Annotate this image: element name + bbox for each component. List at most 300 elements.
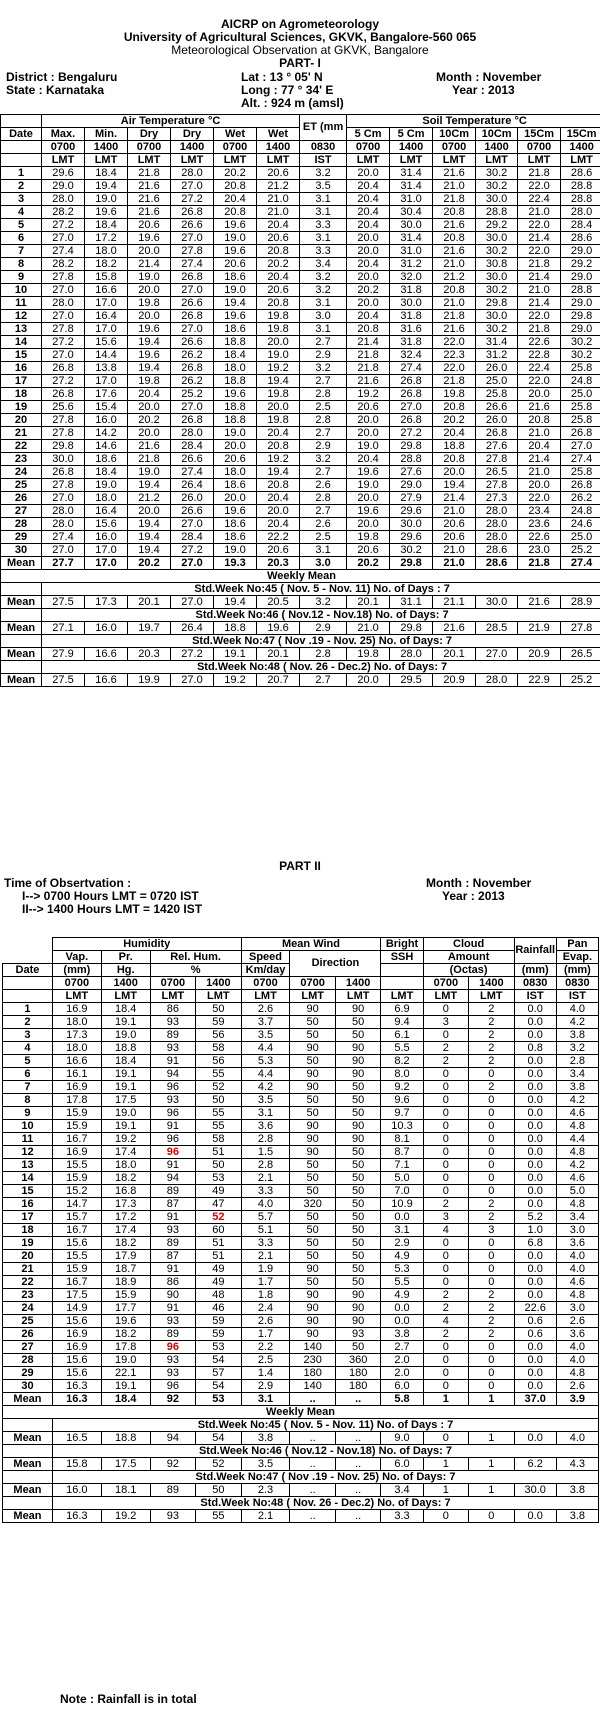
- data-cell: 3.8: [556, 1081, 598, 1094]
- week-mean-row: [3, 1432, 599, 1445]
- column-header: Dry: [171, 128, 214, 141]
- week-mean-cell: 18.1: [101, 1484, 150, 1497]
- week-mean-cell: 0.0: [514, 1510, 556, 1523]
- data-cell: 3.2: [300, 167, 347, 180]
- data-cell: 3.3: [300, 245, 347, 258]
- unit-header: IST: [300, 154, 347, 167]
- week-mean-cell: 2.7: [300, 674, 347, 687]
- data-cell: 21.6: [433, 167, 476, 180]
- week-mean-cell: Mean: [3, 1432, 53, 1445]
- data-cell: 30.4: [390, 206, 433, 219]
- data-cell: 22.0: [518, 219, 561, 232]
- data-cell: 21.6: [433, 219, 476, 232]
- data-cell: 19.6: [85, 206, 128, 219]
- mean-cell: 21.8: [518, 557, 561, 570]
- week-title-spacer: [1, 661, 42, 674]
- data-cell: 2.2: [241, 1341, 290, 1354]
- data-cell: 0: [469, 1068, 515, 1081]
- mean-cell: 19.3: [214, 557, 257, 570]
- week-mean-cell: 2.3: [241, 1484, 290, 1497]
- week-title-spacer: [3, 1497, 53, 1510]
- data-cell: 3.3: [241, 1237, 290, 1250]
- data-cell: 3.1: [300, 323, 347, 336]
- data-cell: 19.0: [101, 1107, 150, 1120]
- time-header: 1400: [85, 141, 128, 154]
- data-cell: 47: [196, 1198, 242, 1211]
- data-cell: 27.0: [42, 284, 85, 297]
- data-cell: 91: [150, 1302, 196, 1315]
- data-cell: 19.2: [101, 1133, 150, 1146]
- data-cell: 20.0: [128, 505, 171, 518]
- unit-header: LMT: [433, 154, 476, 167]
- date-spacer: [3, 951, 53, 964]
- data-cell: 25.8: [561, 362, 600, 375]
- data-cell: 0: [469, 1250, 515, 1263]
- data-cell: 2.6: [556, 1380, 598, 1393]
- table-row: [1, 271, 600, 284]
- data-cell: 0: [469, 1380, 515, 1393]
- data-cell: 0.0: [514, 1094, 556, 1107]
- data-cell: 18.6: [214, 518, 257, 531]
- humidity-header: Humidity: [52, 938, 241, 951]
- table-row: [3, 1016, 599, 1029]
- data-cell: 31.4: [390, 180, 433, 193]
- data-cell: 20.6: [257, 232, 300, 245]
- data-cell: 25.8: [561, 401, 600, 414]
- data-cell: 58: [196, 1133, 242, 1146]
- data-cell: 26.8: [561, 427, 600, 440]
- data-cell: 3.4: [556, 1211, 598, 1224]
- table-row: [1, 323, 600, 336]
- date-cell: 1: [1, 167, 42, 180]
- data-cell: 27.0: [171, 323, 214, 336]
- data-cell: 28.8: [561, 193, 600, 206]
- data-cell: 3.1: [381, 1224, 423, 1237]
- week-mean-cell: 0: [423, 1432, 469, 1445]
- data-cell: 2.5: [241, 1354, 290, 1367]
- data-cell: 20.0: [128, 401, 171, 414]
- table-row: [1, 427, 600, 440]
- data-cell: 22.4: [518, 362, 561, 375]
- table-row: [3, 1328, 599, 1341]
- data-cell: 51: [196, 1250, 242, 1263]
- data-cell: 3.2: [300, 453, 347, 466]
- time-header: 0700: [518, 141, 561, 154]
- data-cell: 20.8: [433, 453, 476, 466]
- data-cell: 2.7: [300, 375, 347, 388]
- data-cell: 21.4: [518, 453, 561, 466]
- date-cell: 15: [1, 349, 42, 362]
- data-cell: 0.8: [514, 1042, 556, 1055]
- data-cell: 23.4: [518, 505, 561, 518]
- date-cell: 22: [1, 440, 42, 453]
- data-cell: 20.4: [347, 453, 390, 466]
- mean-cell: ..: [335, 1393, 381, 1406]
- data-cell: 20.0: [347, 427, 390, 440]
- data-cell: 18.4: [85, 219, 128, 232]
- week-mean-cell: 21.9: [518, 622, 561, 635]
- date-cell: 5: [3, 1055, 53, 1068]
- data-cell: 19.0: [214, 284, 257, 297]
- data-cell: 27.6: [476, 440, 518, 453]
- weekly-mean-title: Weekly Mean: [1, 570, 600, 583]
- data-cell: 22.0: [518, 375, 561, 388]
- data-cell: 2: [469, 1003, 515, 1016]
- week-mean-cell: 27.5: [42, 596, 85, 609]
- data-cell: 25.0: [561, 388, 600, 401]
- data-cell: 18.4: [85, 466, 128, 479]
- data-cell: 18.0: [52, 1042, 101, 1055]
- data-cell: 26.8: [390, 375, 433, 388]
- time-header: 0700: [433, 141, 476, 154]
- data-cell: 19.4: [128, 531, 171, 544]
- data-cell: 93: [150, 1016, 196, 1029]
- data-cell: 4.8: [556, 1120, 598, 1133]
- data-cell: 90: [290, 1068, 336, 1081]
- data-cell: 27.2: [171, 193, 214, 206]
- data-cell: 0.0: [514, 1146, 556, 1159]
- table-row: [1, 219, 600, 232]
- week-mean-cell: 2.9: [300, 622, 347, 635]
- data-cell: 20.8: [257, 297, 300, 310]
- data-cell: 22.2: [257, 531, 300, 544]
- table-row: [1, 349, 600, 362]
- part2-month: Month : November: [426, 876, 532, 890]
- data-cell: 15.8: [85, 271, 128, 284]
- data-cell: 4.0: [556, 1263, 598, 1276]
- date-cell: 22: [3, 1276, 53, 1289]
- data-cell: 3: [469, 1224, 515, 1237]
- data-cell: 2.8: [556, 1055, 598, 1068]
- data-cell: 21.6: [433, 323, 476, 336]
- data-cell: 50: [335, 1237, 381, 1250]
- mean-cell: Mean: [3, 1393, 53, 1406]
- data-cell: 26.8: [390, 388, 433, 401]
- data-cell: 20.0: [347, 492, 390, 505]
- week-mean-cell: 1: [469, 1484, 515, 1497]
- week-mean-cell: 16.5: [52, 1432, 101, 1445]
- data-cell: 50: [335, 1107, 381, 1120]
- data-cell: 1.7: [241, 1328, 290, 1341]
- data-cell: 27.0: [390, 401, 433, 414]
- week-mean-cell: Mean: [1, 596, 42, 609]
- data-cell: 0: [469, 1094, 515, 1107]
- week-mean-cell: 54: [196, 1432, 242, 1445]
- data-cell: 2: [423, 1289, 469, 1302]
- data-cell: 16.9: [52, 1341, 101, 1354]
- week-title-spacer: [3, 1445, 53, 1458]
- week-mean-cell: 4.3: [556, 1458, 598, 1471]
- data-cell: 18.8: [214, 336, 257, 349]
- column-header: Min.: [85, 128, 128, 141]
- data-cell: 21.0: [433, 258, 476, 271]
- data-cell: 50: [335, 1224, 381, 1237]
- week-mean-cell: ..: [290, 1432, 336, 1445]
- data-cell: 19.6: [347, 505, 390, 518]
- week-mean-cell: Mean: [1, 622, 42, 635]
- data-cell: 3.2: [300, 362, 347, 375]
- column-header: Wet: [214, 128, 257, 141]
- table-row: [1, 258, 600, 271]
- data-cell: 50: [196, 1003, 242, 1016]
- month: Month : November: [436, 70, 542, 84]
- date-cell: 29: [1, 531, 42, 544]
- data-cell: 2.5: [300, 401, 347, 414]
- data-cell: 30.2: [390, 544, 433, 557]
- data-cell: 20.4: [257, 492, 300, 505]
- data-cell: 3.6: [556, 1328, 598, 1341]
- data-cell: 27.4: [390, 362, 433, 375]
- data-cell: 5.7: [241, 1211, 290, 1224]
- data-cell: 31.8: [390, 310, 433, 323]
- date-cell: 19: [3, 1237, 53, 1250]
- data-cell: 15.5: [52, 1250, 101, 1263]
- times-spacer: [3, 977, 53, 990]
- unit-header: LMT: [423, 990, 469, 1003]
- data-cell: 0.0: [514, 1055, 556, 1068]
- data-cell: 15.9: [52, 1263, 101, 1276]
- week-mean-cell: 28.5: [476, 622, 518, 635]
- table-row: [3, 1042, 599, 1055]
- time-header: 1400: [196, 977, 242, 990]
- units-spacer: [1, 154, 42, 167]
- data-cell: 91: [150, 1159, 196, 1172]
- unit-header: LMT: [196, 990, 242, 1003]
- data-cell: 22.0: [518, 492, 561, 505]
- date-cell: 25: [3, 1315, 53, 1328]
- data-cell: 27.2: [171, 544, 214, 557]
- data-cell: 19.6: [214, 245, 257, 258]
- data-cell: 26.8: [561, 479, 600, 492]
- week-title: Std.Week No:47 ( Nov .19 - Nov. 25) No. of Days: 7: [52, 1471, 598, 1484]
- data-cell: 26.8: [42, 388, 85, 401]
- week-mean-cell: ..: [335, 1510, 381, 1523]
- unit-header: LMT: [347, 154, 390, 167]
- data-cell: 20.0: [347, 297, 390, 310]
- data-cell: 9.2: [381, 1081, 423, 1094]
- data-cell: 15.9: [101, 1289, 150, 1302]
- data-cell: 0.6: [514, 1315, 556, 1328]
- unit-header: LMT: [290, 990, 336, 1003]
- data-cell: 96: [150, 1107, 196, 1120]
- data-cell: 29.6: [390, 505, 433, 518]
- data-cell: 50: [290, 1159, 336, 1172]
- data-cell: 32.4: [390, 349, 433, 362]
- data-cell: 90: [290, 1263, 336, 1276]
- table-row: [3, 1237, 599, 1250]
- data-cell: 20.4: [257, 427, 300, 440]
- week-mean-cell: 3.5: [241, 1458, 290, 1471]
- date-cell: 2: [1, 180, 42, 193]
- data-cell: 26.2: [561, 492, 600, 505]
- week-mean-cell: 27.2: [171, 648, 214, 661]
- data-cell: 2: [469, 1328, 515, 1341]
- date-cell: 15: [3, 1185, 53, 1198]
- data-cell: 0.0: [514, 1263, 556, 1276]
- data-cell: 27.0: [42, 492, 85, 505]
- data-cell: 27.0: [42, 310, 85, 323]
- data-cell: 28.2: [42, 206, 85, 219]
- week-mean-cell: 16.6: [85, 674, 128, 687]
- data-cell: 28.8: [561, 284, 600, 297]
- week-mean-cell: 50: [196, 1484, 242, 1497]
- data-cell: 0: [469, 1146, 515, 1159]
- table-row: [1, 167, 600, 180]
- data-cell: 27.0: [42, 544, 85, 557]
- obs-time-ii: II--> 1400 Hours LMT = 1420 IST: [22, 902, 203, 916]
- speed-header: Speed: [241, 951, 290, 964]
- pct-unit: %: [150, 964, 241, 977]
- data-cell: 29.0: [561, 245, 600, 258]
- data-cell: 0: [469, 1354, 515, 1367]
- data-cell: 90: [290, 1081, 336, 1094]
- data-cell: 18.8: [214, 401, 257, 414]
- week-title: Std.Week No:46 ( Nov.12 - Nov.18) No. of Days: 7: [52, 1445, 598, 1458]
- table-row: [3, 1133, 599, 1146]
- week-mean-cell: 18.8: [101, 1432, 150, 1445]
- data-cell: 28.4: [561, 219, 600, 232]
- data-cell: 27.8: [42, 427, 85, 440]
- data-cell: 90: [290, 1133, 336, 1146]
- data-cell: 20.6: [257, 284, 300, 297]
- table-row: [1, 453, 600, 466]
- data-cell: 20.4: [257, 271, 300, 284]
- data-cell: 21.8: [433, 310, 476, 323]
- week-mean-cell: 2.8: [300, 648, 347, 661]
- data-cell: 21.6: [128, 193, 171, 206]
- data-cell: 0: [423, 1250, 469, 1263]
- data-cell: 55: [196, 1107, 242, 1120]
- data-cell: 21.8: [518, 258, 561, 271]
- data-cell: 21.2: [433, 271, 476, 284]
- data-cell: 93: [150, 1042, 196, 1055]
- week-mean-cell: 20.1: [433, 648, 476, 661]
- date-cell: 6: [1, 232, 42, 245]
- data-cell: 20.0: [128, 284, 171, 297]
- data-cell: 0.0: [514, 1276, 556, 1289]
- data-cell: 0.0: [514, 1016, 556, 1029]
- data-cell: 180: [290, 1367, 336, 1380]
- time-header: 1400: [171, 141, 214, 154]
- data-cell: 19.2: [257, 362, 300, 375]
- data-cell: 0: [423, 1081, 469, 1094]
- data-cell: 2.7: [300, 466, 347, 479]
- data-cell: 9.7: [381, 1107, 423, 1120]
- data-cell: 3: [423, 1016, 469, 1029]
- data-cell: 26.6: [171, 453, 214, 466]
- pr-header: Pr.: [101, 951, 150, 964]
- data-cell: 21.6: [128, 206, 171, 219]
- data-cell: 28.8: [390, 453, 433, 466]
- data-cell: 27.0: [171, 232, 214, 245]
- data-cell: 2: [469, 1016, 515, 1029]
- data-cell: 19.4: [128, 362, 171, 375]
- week-mean-cell: ..: [290, 1458, 336, 1471]
- data-cell: 18.2: [101, 1328, 150, 1341]
- data-cell: 2: [469, 1055, 515, 1068]
- data-cell: 0.6: [514, 1328, 556, 1341]
- data-cell: 0: [423, 1029, 469, 1042]
- part2-year: Year : 2013: [442, 889, 505, 903]
- data-cell: 54: [196, 1380, 242, 1393]
- vap-header: Vap.: [52, 951, 101, 964]
- mean-cell: 27.4: [561, 557, 600, 570]
- data-cell: 16.0: [85, 414, 128, 427]
- table-row: [1, 388, 600, 401]
- date-header: Date: [1, 128, 42, 141]
- data-cell: 19.4: [85, 180, 128, 193]
- data-cell: 50: [290, 1094, 336, 1107]
- data-cell: 0: [423, 1185, 469, 1198]
- week-mean-cell: 16.0: [85, 622, 128, 635]
- week-mean-cell: 20.5: [257, 596, 300, 609]
- data-cell: 89: [150, 1237, 196, 1250]
- unit-header: LMT: [85, 154, 128, 167]
- data-cell: 4.0: [556, 1250, 598, 1263]
- data-cell: 50: [335, 1081, 381, 1094]
- data-cell: 26.8: [171, 271, 214, 284]
- week-mean-cell: 3.8: [556, 1510, 598, 1523]
- data-cell: 90: [290, 1302, 336, 1315]
- data-cell: 19.8: [257, 414, 300, 427]
- data-cell: 0: [423, 1120, 469, 1133]
- date-cell: 25: [1, 479, 42, 492]
- data-cell: 29.0: [42, 180, 85, 193]
- data-cell: 19.1: [101, 1068, 150, 1081]
- data-cell: 16.9: [52, 1328, 101, 1341]
- column-header: 5 Cm: [347, 128, 390, 141]
- data-cell: 19.8: [128, 375, 171, 388]
- data-cell: 46: [196, 1302, 242, 1315]
- data-cell: 16.9: [52, 1081, 101, 1094]
- data-cell: 27.8: [42, 323, 85, 336]
- data-cell: 2.0: [381, 1367, 423, 1380]
- date-cell: 1: [3, 1003, 53, 1016]
- data-cell: 19.8: [347, 531, 390, 544]
- data-cell: 25.0: [476, 375, 518, 388]
- data-cell: 15.9: [52, 1107, 101, 1120]
- data-cell: 2.8: [300, 388, 347, 401]
- part2-title: PART II: [279, 859, 321, 873]
- data-cell: 89: [150, 1185, 196, 1198]
- week-mean-cell: 1: [423, 1458, 469, 1471]
- data-cell: 18.6: [214, 323, 257, 336]
- data-cell: 10.9: [381, 1198, 423, 1211]
- data-cell: 18.7: [101, 1263, 150, 1276]
- data-cell: 14.7: [52, 1198, 101, 1211]
- data-cell: 21.4: [518, 271, 561, 284]
- data-cell: 21.6: [347, 375, 390, 388]
- date-cell: 11: [3, 1133, 53, 1146]
- data-cell: 0: [423, 1068, 469, 1081]
- data-cell: 21.8: [347, 362, 390, 375]
- date-cell: 8: [3, 1094, 53, 1107]
- data-cell: 25.0: [561, 531, 600, 544]
- mean-cell: 29.8: [390, 557, 433, 570]
- data-cell: 2: [469, 1211, 515, 1224]
- data-cell: 0: [423, 1263, 469, 1276]
- table-row: [3, 1068, 599, 1081]
- pan-header: Pan: [556, 938, 598, 951]
- data-cell: 0.0: [514, 1068, 556, 1081]
- year: Year : 2013: [452, 83, 515, 97]
- data-cell: 2: [469, 1081, 515, 1094]
- data-cell: 19.6: [101, 1315, 150, 1328]
- date-cell: 30: [1, 544, 42, 557]
- data-cell: 20.0: [347, 245, 390, 258]
- data-cell: 2: [469, 1302, 515, 1315]
- week-mean-cell: 30.0: [514, 1484, 556, 1497]
